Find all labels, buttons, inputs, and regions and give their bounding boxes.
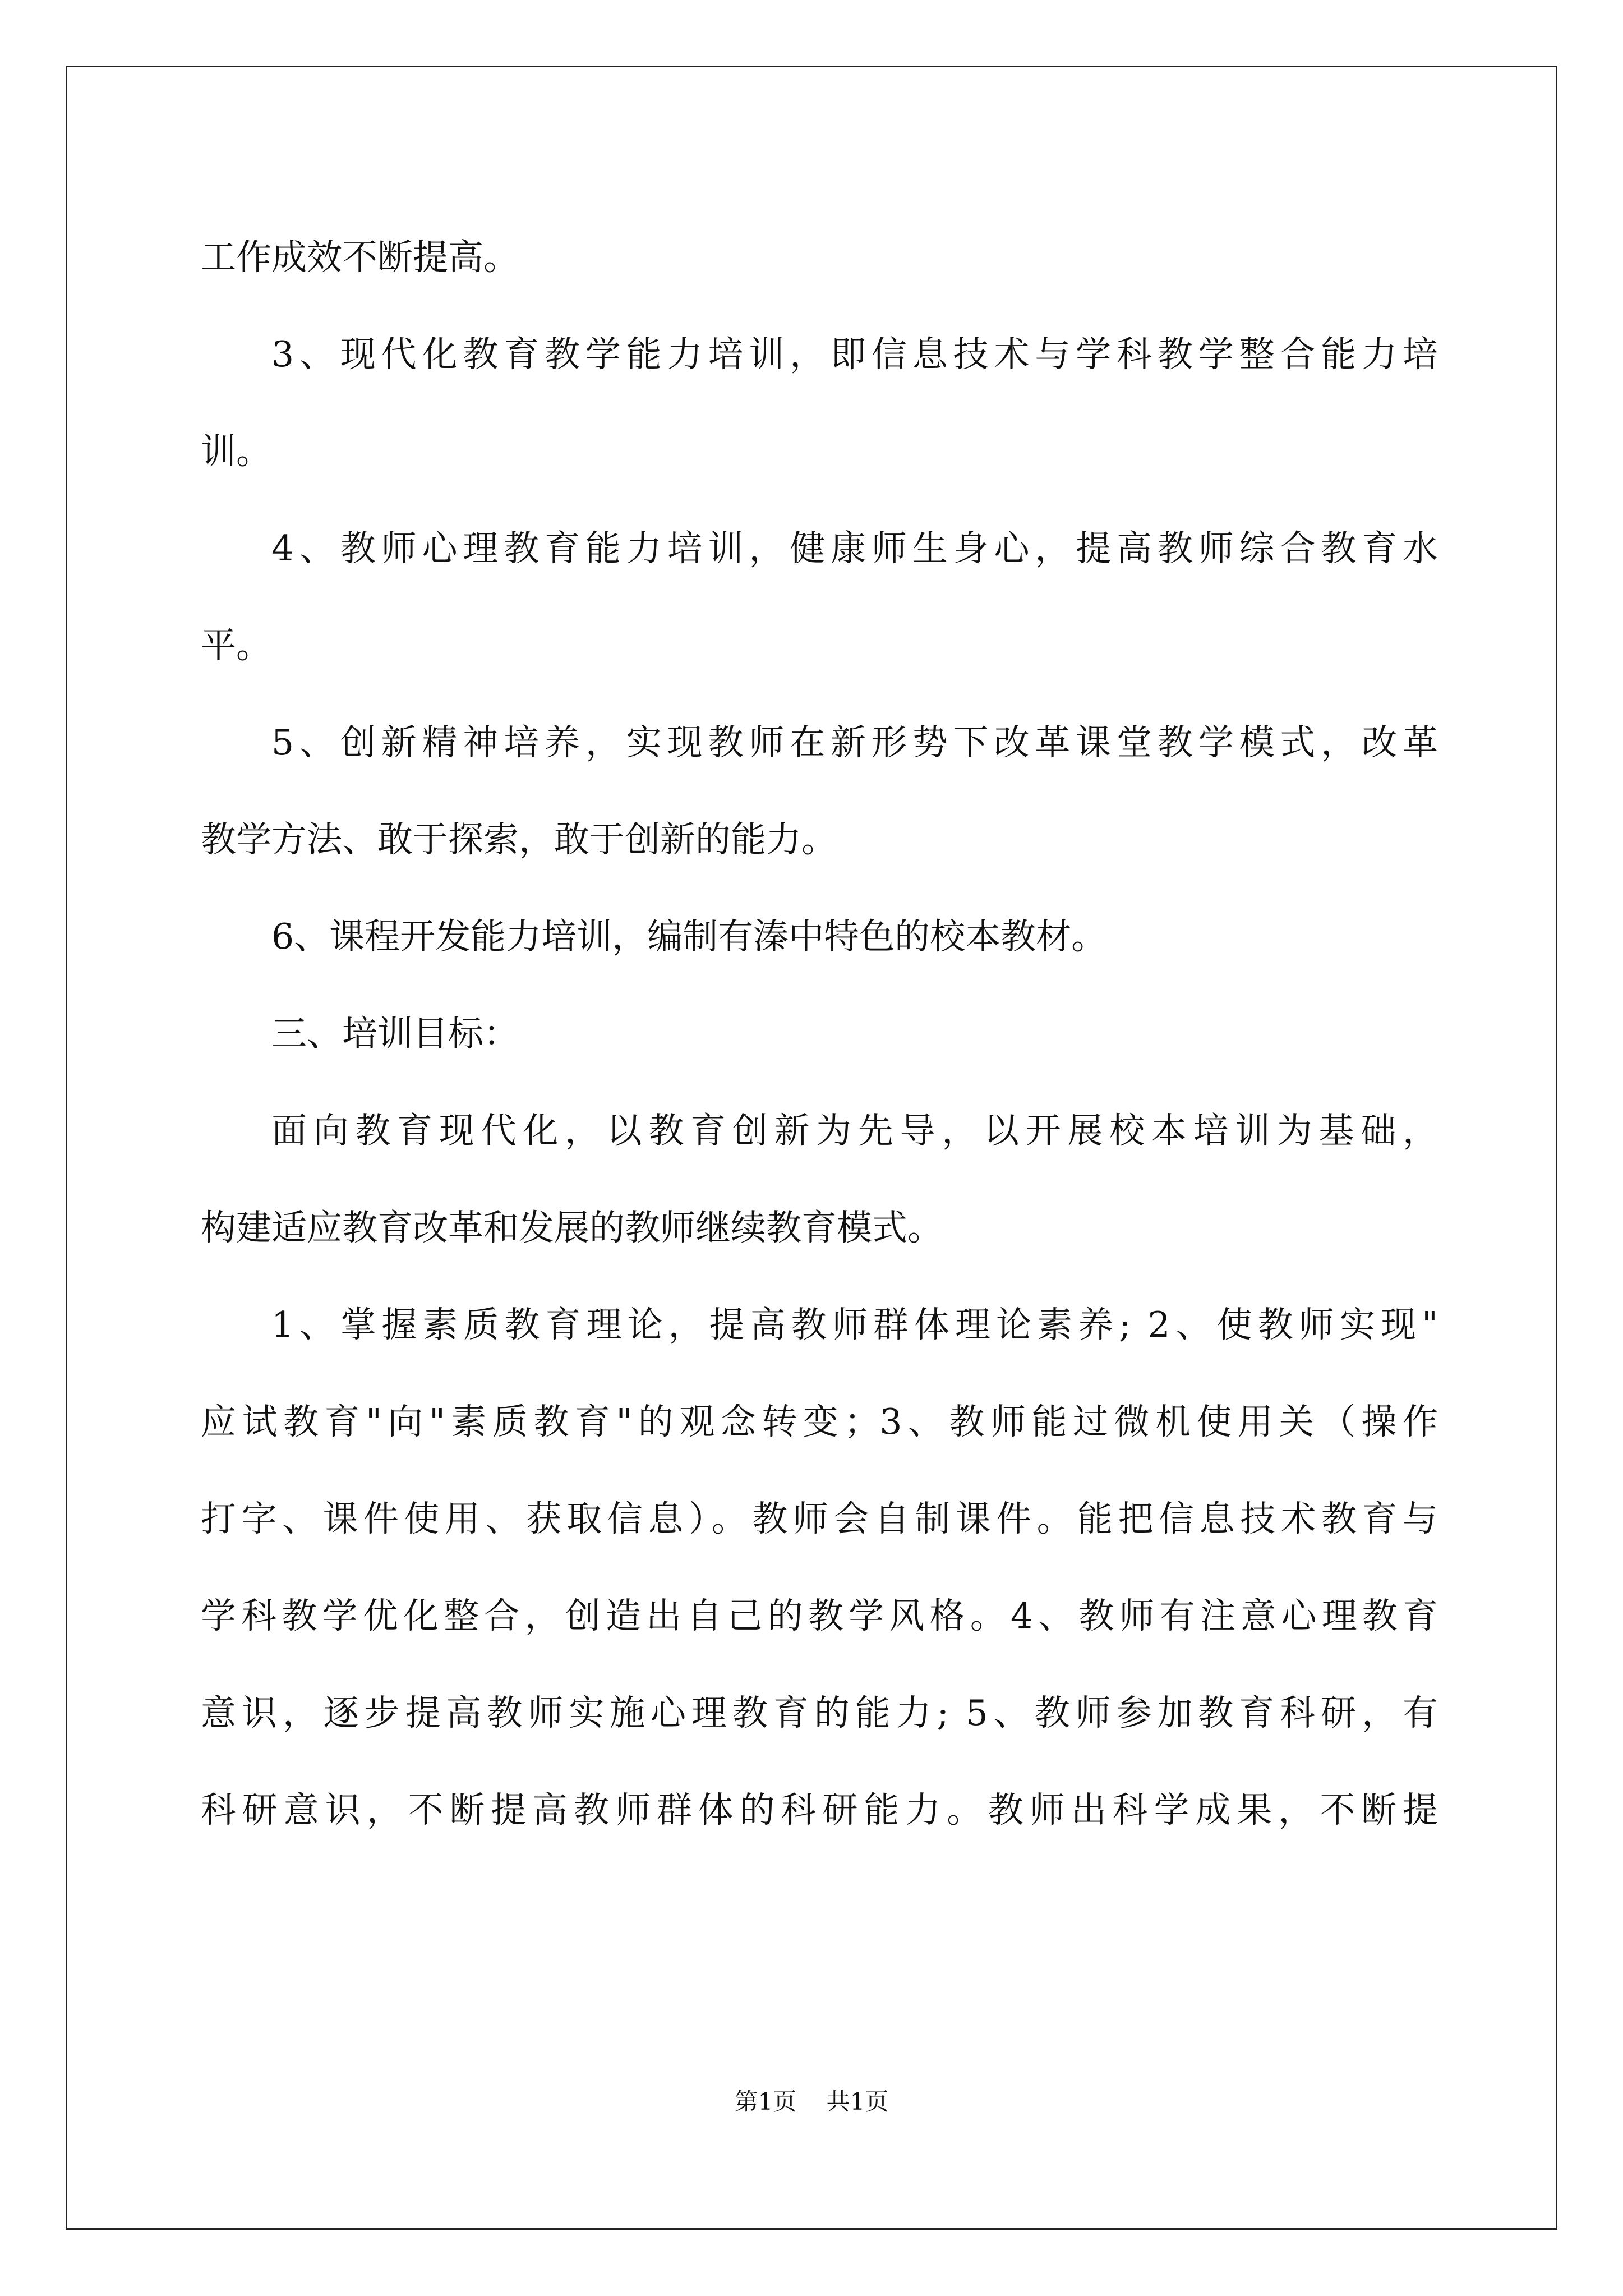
- text-line: 4、教师心理教育能力培训，健康师生身心，提高教师综合教育水: [271, 528, 1438, 569]
- text-line: 科研意识，不断提高教师群体的科研能力。教师出科学成果，不断提: [201, 1789, 1438, 1830]
- text-line: 打字、课件使用、获取信息）。教师会自制课件。能把信息技术教育与: [201, 1498, 1438, 1539]
- text-line: 教学方法、敢于探索，敢于创新的能力。: [201, 819, 837, 860]
- text-line: 学科教学优化整合，创造出自己的教学风格。4、教师有注意心理教育: [201, 1595, 1438, 1636]
- text-line: 工作成效不断提高。: [201, 237, 519, 278]
- text-line: 平。: [201, 625, 271, 666]
- document-body: [201, 209, 1438, 1858]
- page-number-footer: 第1页 共1页: [734, 2088, 889, 2115]
- text-line: 意识，逐步提高教师实施心理教育的能力; 5、教师参加教育科研，有: [201, 1692, 1438, 1733]
- text-line: 构建适应教育改革和发展的教师继续教育模式。: [201, 1207, 943, 1248]
- section-heading: 三、培训目标：: [271, 1013, 519, 1054]
- text-line: 应试教育"向"素质教育"的观念转变；3、教师能过微机使用关（操作: [201, 1401, 1438, 1442]
- text-line: 3、现代化教育教学能力培训，即信息技术与学科教学整合能力培: [271, 334, 1438, 375]
- text-line: 5、创新精神培养，实现教师在新形势下改革课堂教学模式，改革: [271, 722, 1438, 763]
- text-line: 训。: [201, 431, 271, 472]
- text-line: 6、课程开发能力培训，编制有溱中特色的校本教材。: [271, 916, 1107, 957]
- text-line: 1、掌握素质教育理论，提高教师群体理论素养; 2、使教师实现": [271, 1304, 1438, 1345]
- text-line: 面向教育现代化，以教育创新为先导，以开展校本培训为基础，: [271, 1110, 1438, 1151]
